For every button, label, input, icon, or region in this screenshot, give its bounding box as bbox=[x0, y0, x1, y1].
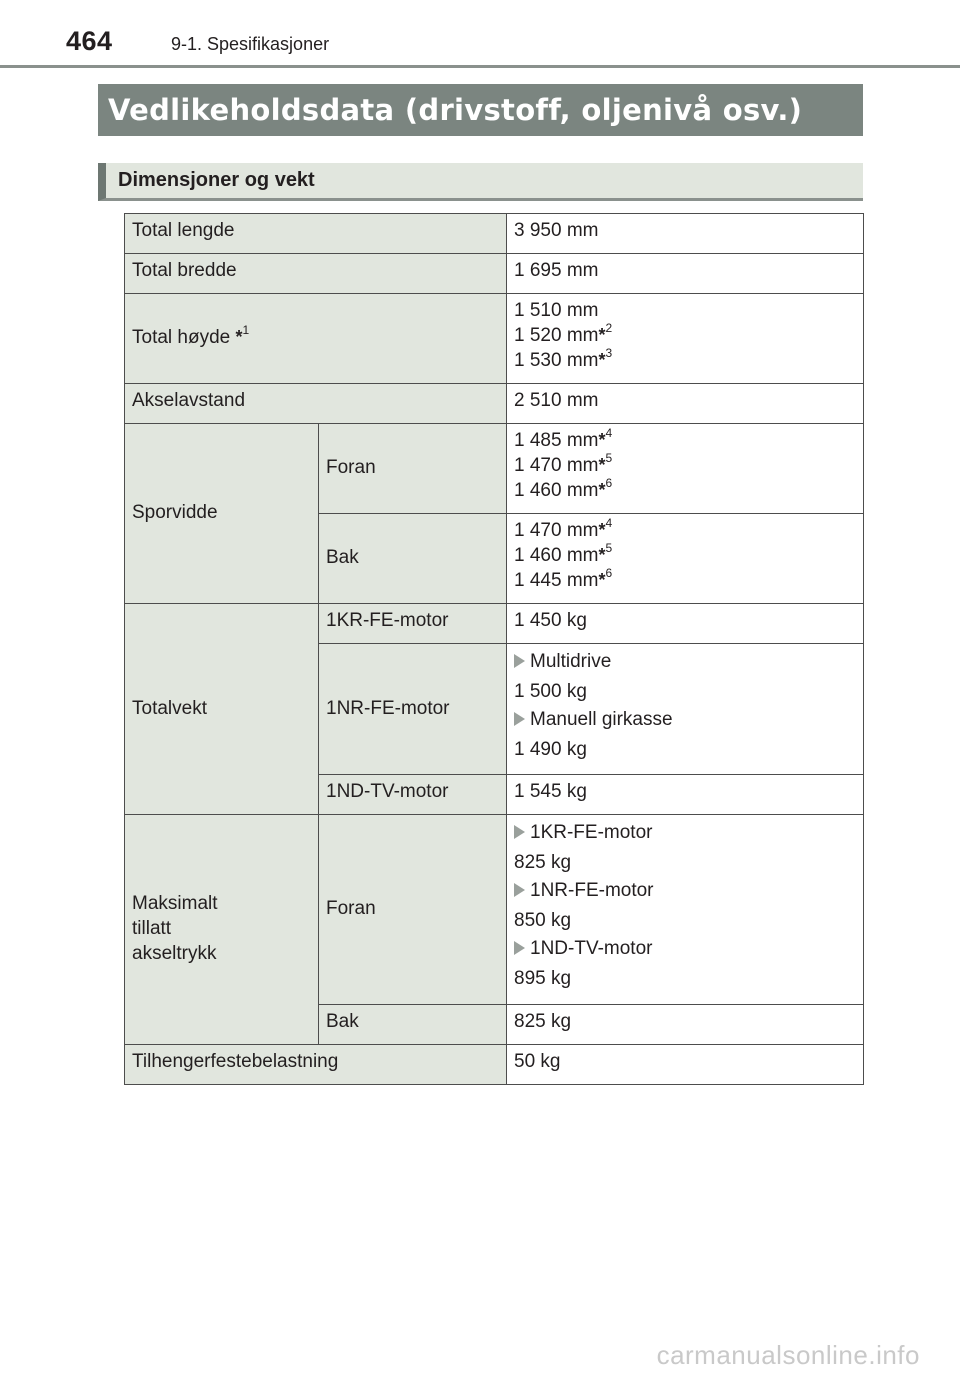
row-label: Maksimalt tillatt akseltrykk bbox=[125, 815, 319, 1045]
header-rule bbox=[0, 65, 960, 68]
table-row bbox=[125, 254, 864, 294]
triangle-bullet-icon bbox=[514, 941, 525, 955]
row-label: Akselavstand bbox=[125, 384, 507, 424]
row-value: 825 kg bbox=[507, 1005, 864, 1045]
row-value: 1 470 mm*$^4$ 1 460 mm*$^5$ 1 445 mm*$^6$ bbox=[507, 514, 864, 604]
section-name: 9-1. Spesifikasjoner bbox=[171, 34, 330, 54]
row-sublabel: Bak bbox=[319, 514, 507, 604]
table-row bbox=[125, 1045, 864, 1085]
row-value: 1 695 mm bbox=[507, 254, 864, 294]
page-title: Vedlikeholdsdata (drivstoff, oljenivå osv.) bbox=[98, 84, 863, 136]
row-sublabel: Bak bbox=[319, 1005, 507, 1045]
row-sublabel: Foran bbox=[319, 424, 507, 514]
row-label: Total høyde *$^1$ bbox=[125, 294, 507, 384]
row-value: 1 510 mm 1 520 mm*$^2$ 1 530 mm*$^3$ bbox=[507, 294, 864, 384]
triangle-bullet-icon bbox=[514, 825, 525, 839]
table-row bbox=[125, 604, 864, 644]
row-value: 2 510 mm bbox=[507, 384, 864, 424]
row-label: Total bredde bbox=[125, 254, 507, 294]
table-row bbox=[125, 384, 864, 424]
row-value: 1 545 kg bbox=[507, 775, 864, 815]
watermark: carmanualsonline.info bbox=[656, 1340, 920, 1370]
table-row bbox=[125, 214, 864, 254]
row-sublabel: 1KR-FE-motor bbox=[319, 604, 507, 644]
row-sublabel: 1ND-TV-motor bbox=[319, 775, 507, 815]
row-value: 1 485 mm*$^4$ 1 470 mm*$^5$ 1 460 mm*$^6$ bbox=[507, 424, 864, 514]
row-label: Sporvidde bbox=[125, 424, 319, 604]
row-label: Tilhengerfestebelastning bbox=[125, 1045, 507, 1085]
table-row bbox=[125, 424, 864, 514]
footnote-mark: * bbox=[235, 327, 243, 347]
page-number: 464 bbox=[66, 26, 113, 56]
row-label: Totalvekt bbox=[125, 604, 319, 815]
row-label: Total lengde bbox=[125, 214, 507, 254]
page-header bbox=[0, 0, 960, 68]
section-subtitle: Dimensjoner og vekt bbox=[98, 163, 863, 201]
footnote-number: 1 bbox=[242, 323, 250, 337]
row-value: Multidrive 1 500 kg Manuell girkasse 1 490 kg bbox=[507, 644, 864, 775]
row-value: 3 950 mm bbox=[507, 214, 864, 254]
row-value: 1 450 kg bbox=[507, 604, 864, 644]
row-sublabel: Foran bbox=[319, 815, 507, 1005]
triangle-bullet-icon bbox=[514, 883, 525, 897]
table-row bbox=[125, 294, 864, 384]
table-row bbox=[125, 815, 864, 1005]
triangle-bullet-icon bbox=[514, 654, 525, 668]
triangle-bullet-icon bbox=[514, 712, 525, 726]
spec-table bbox=[124, 213, 864, 1085]
row-sublabel: 1NR-FE-motor bbox=[319, 644, 507, 775]
row-value: 50 kg bbox=[507, 1045, 864, 1085]
row-value: 1KR-FE-motor 825 kg 1NR-FE-motor 850 kg 1ND-TV-motor 895 kg bbox=[507, 815, 864, 1005]
